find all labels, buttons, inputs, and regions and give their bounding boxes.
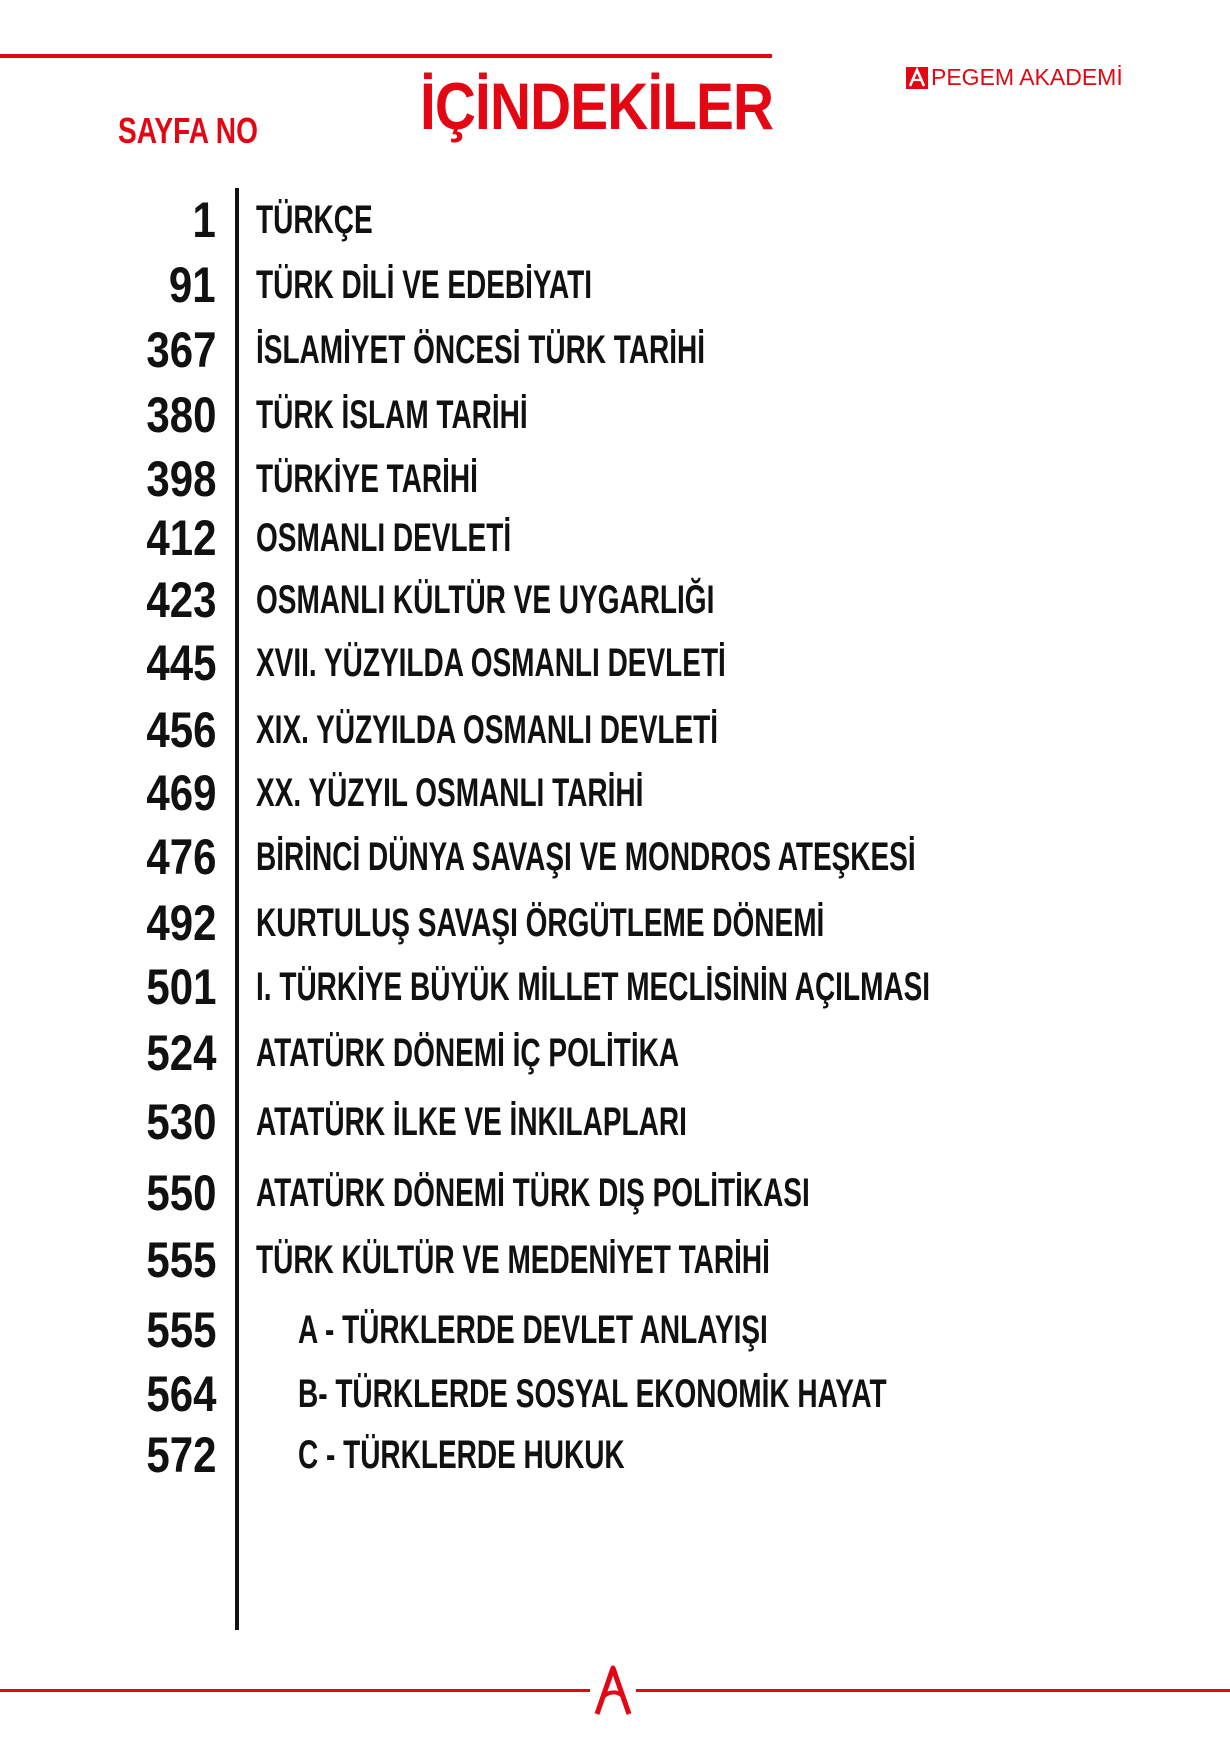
toc-page-number: 423 bbox=[145, 572, 216, 628]
toc-title: ATATÜRK DÖNEMİ İÇ POLİTİKA bbox=[256, 1031, 680, 1075]
toc-row[interactable] bbox=[0, 255, 1230, 315]
toc-subtitle: C - TÜRKLERDE HUKUK bbox=[298, 1433, 625, 1477]
toc-title: KURTULUŞ SAVAŞI ÖRGÜTLEME DÖNEMİ bbox=[256, 901, 825, 945]
toc-title: İSLAMİYET ÖNCESİ TÜRK TARİHİ bbox=[256, 328, 706, 372]
toc-title: OSMANLI DEVLETİ bbox=[256, 516, 512, 560]
toc-page-number: 555 bbox=[145, 1232, 216, 1288]
toc-title: ATATÜRK DÖNEMİ TÜRK DIŞ POLİTİKASI bbox=[256, 1171, 810, 1215]
toc-page-number: 398 bbox=[145, 451, 216, 507]
toc-page-number: 550 bbox=[145, 1165, 216, 1221]
toc-page-number: 572 bbox=[145, 1427, 216, 1483]
toc-page-number: 1 bbox=[192, 192, 216, 248]
toc-title: TÜRKÇE bbox=[256, 198, 373, 242]
page-number-column-label: SAYFA NO bbox=[118, 110, 258, 151]
toc-row[interactable] bbox=[0, 1163, 1230, 1223]
toc-subrow[interactable] bbox=[0, 1300, 1230, 1360]
toc-subrow[interactable] bbox=[0, 1425, 1230, 1485]
toc-page-number: 564 bbox=[145, 1366, 216, 1422]
page-title: İÇİNDEKİLER bbox=[420, 69, 774, 143]
toc-title: XVII. YÜZYILDA OSMANLI DEVLETİ bbox=[256, 641, 726, 685]
toc-title: TÜRKİYE TARİHİ bbox=[256, 457, 478, 501]
toc-page-number: 492 bbox=[145, 895, 216, 951]
toc-title: OSMANLI KÜLTÜR VE UYGARLIĞI bbox=[256, 578, 715, 622]
toc-row[interactable] bbox=[0, 385, 1230, 445]
toc-title: TÜRK DİLİ VE EDEBİYATI bbox=[256, 263, 593, 307]
toc-row[interactable] bbox=[0, 570, 1230, 630]
toc-page-number: 412 bbox=[145, 510, 216, 566]
toc-page-number: 91 bbox=[169, 257, 216, 313]
toc-row[interactable] bbox=[0, 508, 1230, 568]
brand-name: PEGEM AKADEMİ bbox=[931, 64, 1123, 90]
toc-row[interactable] bbox=[0, 1230, 1230, 1290]
toc-row[interactable] bbox=[0, 893, 1230, 953]
toc-subrow[interactable] bbox=[0, 1364, 1230, 1424]
toc-page-number: 367 bbox=[145, 322, 216, 378]
toc-row[interactable] bbox=[0, 957, 1230, 1017]
toc-row[interactable] bbox=[0, 1092, 1230, 1152]
toc-page-number: 524 bbox=[145, 1025, 216, 1081]
toc-subtitle: B- TÜRKLERDE SOSYAL EKONOMİK HAYAT bbox=[298, 1372, 887, 1416]
toc-page-number: 469 bbox=[145, 765, 216, 821]
toc-subtitle: A - TÜRKLERDE DEVLET ANLAYIŞI bbox=[298, 1308, 768, 1352]
top-rule bbox=[0, 54, 772, 58]
toc-page-number: 380 bbox=[145, 387, 216, 443]
toc-title: ATATÜRK İLKE VE İNKILAPLARI bbox=[256, 1100, 687, 1144]
toc-title: I. TÜRKİYE BÜYÜK MİLLET MECLİSİNİN AÇILMASI bbox=[256, 965, 931, 1009]
toc-row[interactable] bbox=[0, 190, 1230, 250]
toc-page-number: 530 bbox=[145, 1094, 216, 1150]
pegem-a-logo-icon bbox=[590, 1662, 636, 1718]
toc-row[interactable] bbox=[0, 449, 1230, 509]
toc-row[interactable] bbox=[0, 763, 1230, 823]
toc-row[interactable] bbox=[0, 633, 1230, 693]
toc-row[interactable] bbox=[0, 827, 1230, 887]
toc-title: TÜRK İSLAM TARİHİ bbox=[256, 393, 528, 437]
toc-row[interactable] bbox=[0, 320, 1230, 380]
toc-row[interactable] bbox=[0, 700, 1230, 760]
toc-page-number: 501 bbox=[145, 959, 216, 1015]
toc-page-number: 555 bbox=[145, 1302, 216, 1358]
toc-page-number: 445 bbox=[145, 635, 216, 691]
toc-title: BİRİNCİ DÜNYA SAVAŞI VE MONDROS ATEŞKESİ bbox=[256, 835, 916, 879]
pegem-a-logo-icon bbox=[906, 67, 928, 89]
brand bbox=[906, 64, 1123, 91]
toc-title: TÜRK KÜLTÜR VE MEDENİYET TARİHİ bbox=[256, 1238, 770, 1282]
toc-row[interactable] bbox=[0, 1023, 1230, 1083]
toc-page-number: 456 bbox=[145, 702, 216, 758]
toc-title: XIX. YÜZYILDA OSMANLI DEVLETİ bbox=[256, 708, 719, 752]
toc-title: XX. YÜZYIL OSMANLI TARİHİ bbox=[256, 771, 644, 815]
toc-page-number: 476 bbox=[145, 829, 216, 885]
